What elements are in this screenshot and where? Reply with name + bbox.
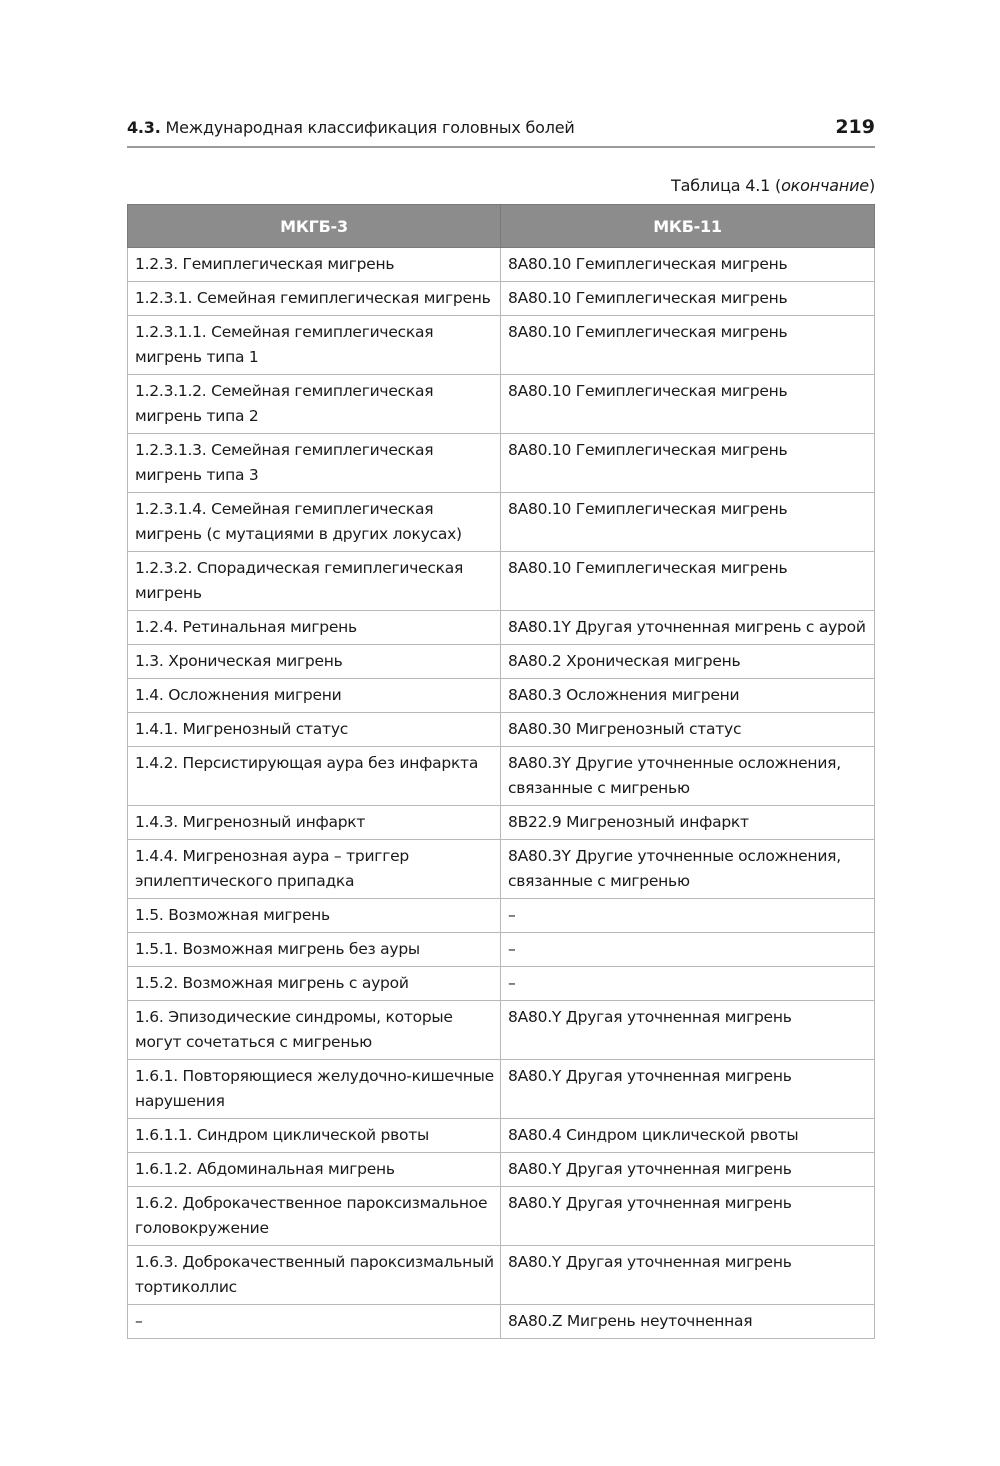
page-header [127,114,875,148]
icd11-cell: 8A80.Y Другая уточненная мигрень [501,1187,875,1246]
page-number: 219 [835,116,875,138]
column-header-icht3: МКГБ-3 [128,205,501,248]
icd11-cell: – [501,899,875,933]
table-row [128,434,875,493]
icd11-cell: 8A80.10 Гемиплегическая мигрень [501,375,875,434]
icd11-cell: 8A80.1Y Другая уточненная мигрень с аурой [501,611,875,645]
icht3-cell: 1.4. Осложнения мигрени [128,679,501,713]
icht3-cell: 1.6.2. Доброкачественное пароксизмальное головокружение [128,1187,501,1246]
table-row [128,493,875,552]
table-row [128,375,875,434]
table-row [128,248,875,282]
table-continuation: окончание [781,176,869,195]
icd11-cell: 8A80.3 Осложнения мигрени [501,679,875,713]
icht3-cell: 1.2.3.1.3. Семейная гемиплегическая мигрень типа 3 [128,434,501,493]
icd11-cell: 8A80.Y Другая уточненная мигрень [501,1060,875,1119]
icht3-cell: – [128,1305,501,1339]
icht3-cell: 1.6. Эпизодические синдромы, которые могут сочетаться с мигренью [128,1001,501,1060]
icd11-cell: 8A80.4 Синдром циклической рвоты [501,1119,875,1153]
icd11-cell: 8A80.Y Другая уточненная мигрень [501,1001,875,1060]
table-row [128,1001,875,1060]
icht3-cell: 1.6.1.2. Абдоминальная мигрень [128,1153,501,1187]
running-head [127,118,575,137]
icht3-cell: 1.4.4. Мигренозная аура – триггер эпилептического припадка [128,840,501,899]
table-row [128,1060,875,1119]
icht3-cell: 1.5. Возможная мигрень [128,899,501,933]
icht3-cell: 1.2.3.1.2. Семейная гемиплегическая мигрень типа 2 [128,375,501,434]
icd11-cell: 8A80.10 Гемиплегическая мигрень [501,552,875,611]
icht3-cell: 1.2.3.1.4. Семейная гемиплегическая мигрень (с мутациями в других локусах) [128,493,501,552]
icd11-cell: 8A80.10 Гемиплегическая мигрень [501,282,875,316]
icht3-cell: 1.6.1. Повторяющиеся желудочно-кишечные нарушения [128,1060,501,1119]
table-row [128,1153,875,1187]
icht3-cell: 1.6.3. Доброкачественный пароксизмальный тортиколлис [128,1246,501,1305]
section-title: Международная классификация головных болей [165,118,575,137]
table-row [128,1305,875,1339]
icd11-cell: 8A80.3Y Другие уточненные осложнения, связанные с мигренью [501,747,875,806]
table-row [128,1187,875,1246]
table-caption: Таблица 4.1 (окончание) [671,176,875,195]
icht3-cell: 1.4.1. Мигренозный статус [128,713,501,747]
icd11-cell: 8A80.10 Гемиплегическая мигрень [501,493,875,552]
icht3-cell: 1.2.3. Гемиплегическая мигрень [128,248,501,282]
icht3-cell: 1.2.3.1.1. Семейная гемиплегическая мигрень типа 1 [128,316,501,375]
icd11-cell: 8A80.Y Другая уточненная мигрень [501,1246,875,1305]
icd11-cell: 8B22.9 Мигренозный инфаркт [501,806,875,840]
icd11-cell: 8A80.30 Мигренозный статус [501,713,875,747]
table-row [128,899,875,933]
table-row [128,933,875,967]
icht3-cell: 1.2.3.2. Спорадическая гемиплегическая мигрень [128,552,501,611]
column-header-icd11: МКБ-11 [501,205,875,248]
icd11-cell: – [501,967,875,1001]
table-row [128,282,875,316]
icht3-cell: 1.4.2. Персистирующая аура без инфаркта [128,747,501,806]
icd11-cell: 8A80.3Y Другие уточненные осложнения, связанные с мигренью [501,840,875,899]
section-number: 4.3. [127,118,161,137]
table-row [128,967,875,1001]
table-row [128,316,875,375]
table-row [128,645,875,679]
table-row [128,611,875,645]
icd11-cell: – [501,933,875,967]
icht3-cell: 1.2.4. Ретинальная мигрень [128,611,501,645]
icd11-cell: 8A80.Y Другая уточненная мигрень [501,1153,875,1187]
table-row [128,806,875,840]
icht3-cell: 1.5.2. Возможная мигрень с аурой [128,967,501,1001]
icd11-cell: 8A80.10 Гемиплегическая мигрень [501,434,875,493]
icd11-cell: 8A80.2 Хроническая мигрень [501,645,875,679]
table-row [128,747,875,806]
icht3-cell: 1.2.3.1. Семейная гемиплегическая мигрень [128,282,501,316]
table-row [128,713,875,747]
table-row [128,1246,875,1305]
icht3-cell: 1.5.1. Возможная мигрень без ауры [128,933,501,967]
icd11-cell: 8A80.10 Гемиплегическая мигрень [501,316,875,375]
table-row [128,679,875,713]
icht3-cell: 1.3. Хроническая мигрень [128,645,501,679]
table-label: Таблица 4.1 [671,176,771,195]
table-row [128,1119,875,1153]
table-row [128,840,875,899]
table-header-row [128,205,875,248]
icht3-cell: 1.4.3. Мигренозный инфаркт [128,806,501,840]
classification-table [127,204,875,1339]
table-row [128,552,875,611]
icht3-cell: 1.6.1.1. Синдром циклической рвоты [128,1119,501,1153]
icd11-cell: 8A80.10 Гемиплегическая мигрень [501,248,875,282]
icd11-cell: 8A80.Z Мигрень неуточненная [501,1305,875,1339]
